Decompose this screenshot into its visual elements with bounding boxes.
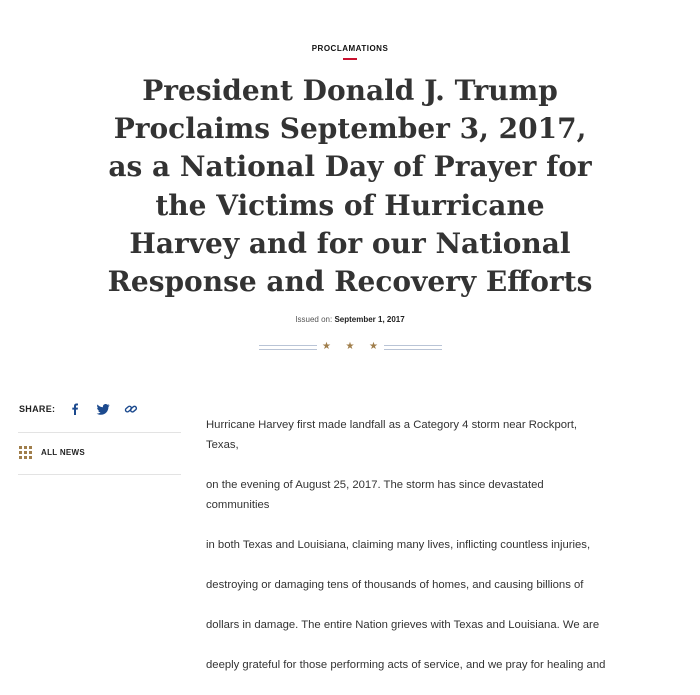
sidebar-divider xyxy=(18,474,181,475)
share-bar xyxy=(19,402,151,416)
body-line: dollars in damage. The entire Nation grieves with Texas and Louisiana. We are xyxy=(206,619,600,631)
star-icon: ★ xyxy=(369,341,378,352)
sidebar-divider xyxy=(18,432,181,433)
body-line: in both Texas and Louisiana, claiming many lives, inflicting countless injuries, xyxy=(206,539,591,551)
body-line: destroying or damaging tens of thousands of homes, and causing billions of xyxy=(206,579,584,591)
divider-right-rule xyxy=(384,345,442,350)
all-news-link[interactable] xyxy=(19,446,85,459)
star-icon: ★ xyxy=(322,341,331,352)
link-icon[interactable] xyxy=(123,402,139,416)
divider-left-rule xyxy=(259,345,317,350)
category-link[interactable]: PROCLAMATIONS xyxy=(311,44,389,53)
issued-date-value: September 1, 2017 xyxy=(334,315,405,324)
body-line: deeply grateful for those performing acts of service, and we pray for healing and xyxy=(206,659,606,671)
body-line: on the evening of August 25, 2017. The storm has since devastated communities xyxy=(206,479,544,511)
issued-label: Issued on: xyxy=(295,315,333,324)
issued-date xyxy=(0,315,700,324)
grid-icon xyxy=(19,446,32,459)
share-label: SHARE: xyxy=(19,404,56,414)
category-underline xyxy=(343,58,357,60)
page-title: President Donald J. Trump Proclaims September 3, 2017, as a National Day of Prayer for the Victims of Hurricane Harvey and for our National Response and Recovery Efforts xyxy=(107,74,593,299)
body-line: Hurricane Harvey first made landfall as a Category 4 storm near Rockport, Texas, xyxy=(206,419,578,451)
twitter-icon[interactable] xyxy=(95,402,111,416)
star-icon: ★ xyxy=(345,341,355,352)
facebook-icon[interactable] xyxy=(67,402,83,416)
article-body xyxy=(206,395,606,695)
divider-stars xyxy=(322,341,378,353)
all-news-label: ALL NEWS xyxy=(41,448,86,457)
